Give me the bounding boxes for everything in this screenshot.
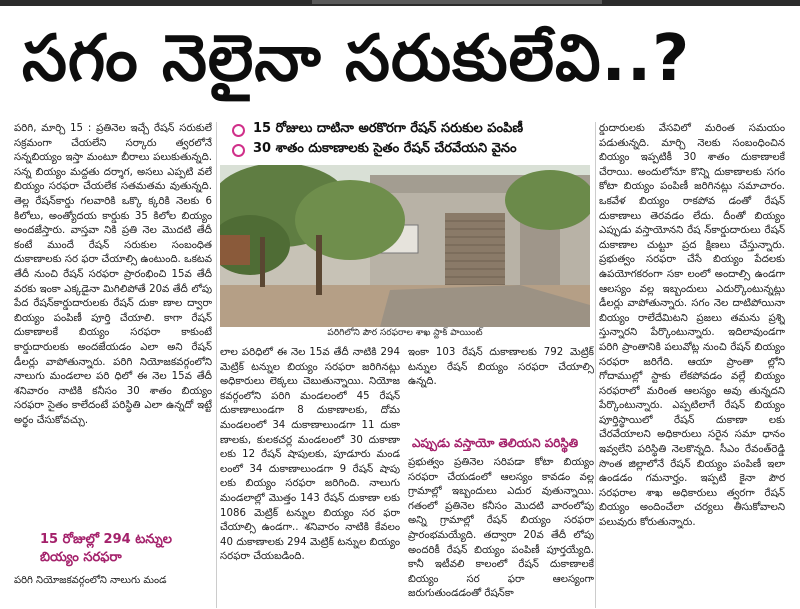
stock-point-photo bbox=[220, 165, 590, 327]
article-text-col4: ర్డుదారులకు వేసవిలో మరింత సమయం పడుతున్నది. మార్చి నెలకు సంబంధించిన బియ్యం ఇప్పటికీ 30 శాతం దుకాణాలకే చేరాయి. అందులోనూ కొన్ని దుకాణాలకు సగం కోటా బియ్యం పంపిణీ జరిగినట్లు సమాచారం. ఒకవేళ బియ్యం రాకపోవ డంతో రేషన్ దుకాణాలు తెరవడం లేదు. దీంతో బియ్యం ఎప్పుడు వస్తాయోనని రేష న్‌కార్డుదారులు రేషన్ దుకాణాల చుట్టూ ప్రద క్షిణలు చేస్తున్నారు. ప్రభుత్వం సరఫరా చేసే బియ్యం పేదలకు ఉపయోగకరంగా సకా లంలో అందాల్సి ఉండగా ఆలస్యం వల్ల ఇబ్బందులు ఎదుర్కొంటున్నట్లు డీలర్లు వాపోతున్నారు. సగం నెల దాటిపోయినా బియ్యం రాలేదేమిటని ప్రజలు తమను ప్రశ్ని స్తున్నారని పేర్కొంటున్నారు. ఇదిలావుండగా పరిగి ప్రాంతానికి పలువోట్ల నుంచి రేషన్ బియ్యం సరఫరా జరిగేది. ఆయా ప్రాంతా ల్లోని గోదాముల్లో స్టాకు లేకపోవడం వల్లే బియ్యం సరఫరాలో మరింత ఆలస్యం అవు తున్నదని పేర్కొంటున్నారు. ఎప్పటిలాగే రేషన్ బియ్యం పూర్తిస్థాయిలో రేషన్ దుకాణా లకు చేరవేయాలని అధికారులు సరైన సమా ధానం ఇవ్వలేని పరిస్థితి నెలకొన్నది. సీఎం రేవంత్‌రెడ్డి సొంత జిల్లాలోనే రేషన్ బియ్యం పంపిణీ ఇలా ఉండడం గమనార్హం. ఇప్పటి కైనా పౌర సరఫరాల శాఖ అధికారులు త్వరగా రేషన్ బియ్యం అందించేలా చర్యలు తీసుకోవాలని పలువురు కోరుతున్నారు. bbox=[599, 123, 785, 529]
article-column-4 bbox=[599, 122, 785, 608]
column-divider bbox=[216, 122, 217, 608]
article-text-col3-top: ఇంకా 103 రేషన్ దుకాణాలకు 792 మెట్రిక్ టన్నుల రేషన్ బియ్యం సరఫరా చేయాల్సి ఉన్నది. bbox=[408, 347, 594, 388]
bullet-text: 30 శాతం దుకాణాలకు సైతం రేషన్ చేరవేయని వైనం bbox=[253, 141, 517, 156]
bullet-item bbox=[232, 120, 592, 140]
top-rule-accent bbox=[312, 0, 602, 4]
section-subhead: ఎప్పుడు వస్తాయో తెలియని పరిస్థితి bbox=[412, 436, 579, 450]
article-text-col3-bottom: ప్రభుత్వం ప్రతినెల సరిపడా కోటా బియ్యం సరఫరా చేయడంలో ఆలస్యం కావడం వల్ల గ్రామాల్లో ఇబ్బందులు ఎదుర వుతున్నాయి. గతంలో ప్రతినెల కనీసం మొదటి వారంలోపు అన్ని గ్రామాల్లో రేషన్ బియ్యం సరఫరా ప్రారంభమయ్యేది. తద్వారా 20వ తేదీ లోపు అందరికీ రేషన్ బియ్యం పంపిణీ పూర్తయ్యేది. కానీ ఇటీవలి కాలంలో రేషన్ దుకాణాలకే బియ్యం సర ఫరా ఆలస్యంగా జరుగుతుండడంతో రేషన్‌కా bbox=[408, 457, 594, 600]
article-text-col2: లాల పరిధిలో ఈ నెల 15వ తేదీ నాటికి 294 మెట్రిక్ టన్నుల బియ్యం సరఫరా జరిగినట్లు అధికారులు లెక్కలు చెబుతున్నాయి. నియోజ కవర్గంలోని పరిగి మండలంలో 45 రేషన్ దుకాణాలుండగా 8 దుకాణాలకు, దోమ మండలంలో 34 దుకాణాలుండగా 11 దుకా ణాలకు, కులకచర్ల మండలంలో 30 దుకాణా లకు 12 రేషన్ షాపులకు, పూడూరు మండ లంలో 34 దుకాణాలుండగా 9 రేషన్ షాపు లకు బియ్యం సరఫరా జరిగింది. నాలుగు మండలాల్లో మొత్తం 143 రేషన్ దుకాణా లకు 1086 మెట్రిక్ టన్నుల బియ్యం సర ఫరా చేయాల్సి ఉండగా.. శనివారం నాటికి కేవలం 40 దుకాణాలకు 294 మెట్రిక్ టన్నుల బియ్యం సరఫరా చేయబడింది. bbox=[220, 347, 400, 563]
bullet-item bbox=[232, 140, 592, 160]
bullet-circle-icon bbox=[232, 124, 245, 137]
article-text-continued: పరిగి నియోజకవర్గంలోని నాలుగు మండ bbox=[14, 575, 167, 586]
photo-illustration bbox=[220, 165, 590, 327]
top-rule bbox=[0, 0, 800, 6]
bullet-text: 15 రోజులు దాటినా అరకొరగా రేషన్ సరుకుల పంపిణీ bbox=[253, 121, 524, 136]
article-column-3 bbox=[408, 346, 594, 432]
headline: సగం నెలైనా సరుకులేవి..? bbox=[22, 22, 691, 96]
column-divider bbox=[595, 122, 596, 608]
photo-caption: పరిగిలోని పౌర సరఫరాల శాఖ స్టాక్ పాయింట్ bbox=[327, 328, 483, 338]
highlight-bullets bbox=[232, 120, 592, 164]
article-column-3-bottom bbox=[408, 456, 594, 608]
article-column-1 bbox=[14, 122, 212, 530]
article-text-col1: పరిగి, మార్చి 15 : ప్రతినెల ఇచ్చే రేషన్ సరుకులే సక్రమంగా చేయలేని సర్కారు త్వరలోనే సన్నబియ్యం ఇస్తా మంటూ బీరాలు పలుకుతున్నది. సన్న బియ్యం మద్దతు దర్శాగ, అసలు ఎప్పటి వలే బియ్యం సరఫరా చేయలేక సతమతమ వుతున్నది. తెల్ల రేషన్‌కార్డు గలవారికి ఒక్కొ క్కరికి నెలకు 6 కిలోలు, అంత్యోదయ కార్డుకు 35 కిలోల బియ్యం అందజేస్తారు. వాస్తవా నికి ప్రతి నెల మొదటి తేదీ కంటే ముందే రేషన్ సరుకుల సంబంధిత దుకాణాలకు సర ఫరా చేయాల్సి ఉంటుంది. ఒకటవ తేదీ నుంచి రేషన్ సరఫరా ప్రారంభించి 15వ తేదీ వరకు ఇంకా ఎక్కడైనా మిగిలిపోతే 20వ తేదీ లోపు పేద రేషన్‌కార్డుదారులకు రేషన్ దుకా ణాల ద్వారా బియ్యం పంపిణీ పూర్తి చేయాలి. కాగా రేషన్ దుకాణాలకే బియ్యం సరఫరా కాకుంటే కార్డుదారులకు అందజేయడం ఎలా అని రేషన్ డీలర్లు వాపోతున్నారు. పరిగి నియోజకవర్గంలోని నాలుగు మండలాల పరి ధిలో ఈ నెల 15వ తేదీ శనివారం నాటికి కనీసం 30 శాతం బియ్యం సరఫరా సైతం కాలేదంటే పరిస్థితి ఎలా ఉన్నదో ఇట్టే అర్థం చేసుకోవచ్చు. bbox=[14, 123, 212, 426]
bullet-circle-icon bbox=[232, 144, 245, 157]
pull-quote: 15 రోజుల్లో 294 టన్నుల బియ్యం సరఫరా bbox=[40, 532, 173, 565]
article-column-2 bbox=[220, 346, 400, 608]
